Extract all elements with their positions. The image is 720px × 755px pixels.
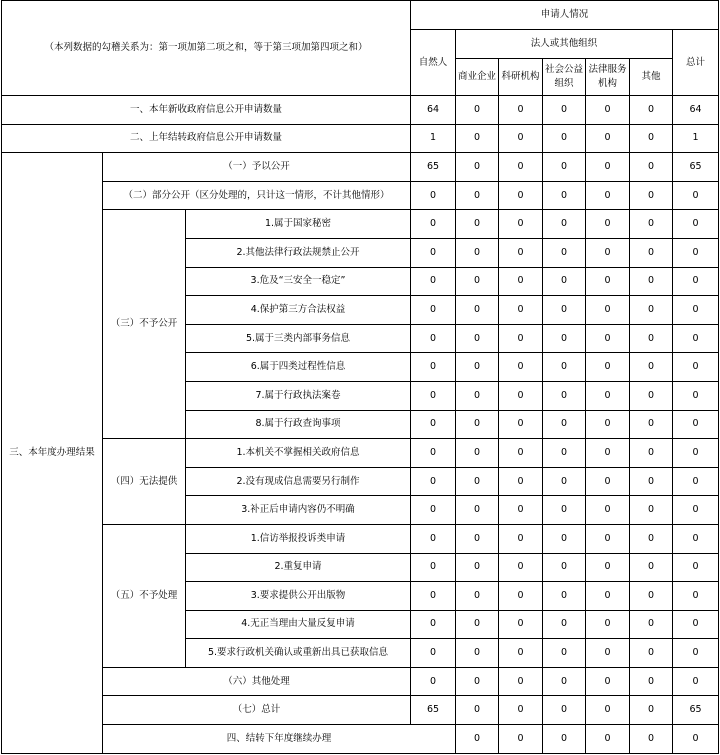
cell-value: 0 (586, 153, 630, 182)
cell-value: 0 (586, 610, 630, 639)
cell-value: 0 (499, 410, 543, 439)
applicant-header: 申请人情况 (411, 1, 719, 30)
cell-value: 0 (630, 96, 673, 125)
table-row (2, 210, 719, 239)
table-row (2, 696, 719, 725)
cell-value: 1 (673, 124, 719, 153)
cell-value: 0 (586, 553, 630, 582)
cell-value: 0 (411, 667, 456, 696)
cell-value: 0 (499, 725, 543, 754)
cell-value: 0 (411, 353, 456, 382)
cell-value: 0 (543, 96, 586, 125)
cell-value: 0 (499, 381, 543, 410)
cell-value: 0 (411, 639, 456, 668)
cell-value: 0 (411, 610, 456, 639)
cell-value: 64 (673, 96, 719, 125)
sub-header: 法律服务机构 (586, 59, 630, 96)
group-label-not-processed: （五）不予处理 (103, 524, 186, 667)
cell-value: 0 (630, 610, 673, 639)
cell-value: 0 (499, 524, 543, 553)
row-label: 2.重复申请 (186, 553, 411, 582)
cell-value: 0 (586, 124, 630, 153)
cell-value: 0 (499, 124, 543, 153)
row-label: （七）总计 (103, 696, 411, 725)
cell-value: 65 (673, 696, 719, 725)
cell-value: 0 (630, 296, 673, 325)
cell-value: 0 (586, 467, 630, 496)
cell-value: 0 (411, 324, 456, 353)
cell-value: 0 (499, 210, 543, 239)
cell-value: 0 (630, 696, 673, 725)
cell-value: 0 (586, 181, 630, 210)
table-row (2, 439, 719, 468)
cell-value: 0 (673, 582, 719, 611)
row-label: 7.属于行政执法案卷 (186, 381, 411, 410)
cell-value: 0 (586, 725, 630, 754)
cell-value: 0 (630, 353, 673, 382)
cell-value: 0 (456, 639, 499, 668)
cell-value: 0 (630, 153, 673, 182)
cell-value: 0 (673, 210, 719, 239)
cell-value: 0 (499, 667, 543, 696)
cell-value: 0 (411, 238, 456, 267)
cell-value: 0 (411, 439, 456, 468)
cell-value: 0 (499, 610, 543, 639)
table-row (2, 124, 719, 153)
cell-value: 0 (586, 639, 630, 668)
row-label: 6.属于四类过程性信息 (186, 353, 411, 382)
cell-value: 0 (456, 524, 499, 553)
cell-value: 0 (586, 496, 630, 525)
cell-value: 0 (411, 181, 456, 210)
cell-value: 0 (630, 725, 673, 754)
cell-value: 0 (630, 267, 673, 296)
cell-value: 0 (673, 639, 719, 668)
cell-value: 0 (543, 267, 586, 296)
cell-value: 0 (630, 238, 673, 267)
cell-value: 0 (630, 410, 673, 439)
row-label: 二、上年结转政府信息公开申请数量 (2, 124, 411, 153)
cell-value: 0 (499, 467, 543, 496)
cell-value: 0 (586, 353, 630, 382)
cell-value: 0 (499, 553, 543, 582)
cell-value: 0 (586, 324, 630, 353)
cell-value: 0 (411, 210, 456, 239)
table-row (2, 725, 719, 754)
cell-value: 0 (586, 439, 630, 468)
cell-value: 0 (499, 267, 543, 296)
cell-value: 0 (499, 296, 543, 325)
legal-group-header: 法人或其他组织 (456, 30, 673, 59)
cell-value: 0 (673, 467, 719, 496)
cell-value: 1 (411, 124, 456, 153)
cell-value: 0 (543, 210, 586, 239)
cell-value: 0 (411, 267, 456, 296)
cell-value: 0 (411, 467, 456, 496)
cell-value: 0 (543, 725, 586, 754)
cell-value: 0 (586, 410, 630, 439)
cell-value: 0 (456, 610, 499, 639)
row-label: 1.本机关不掌握相关政府信息 (186, 439, 411, 468)
cell-value: 0 (586, 96, 630, 125)
table-row (2, 667, 719, 696)
table-row (2, 181, 719, 210)
cell-value: 0 (630, 667, 673, 696)
cell-value: 0 (543, 410, 586, 439)
cell-value: 0 (630, 496, 673, 525)
cell-value: 0 (456, 381, 499, 410)
cell-value: 0 (630, 210, 673, 239)
cell-value: 0 (456, 410, 499, 439)
cell-value: 0 (673, 181, 719, 210)
cell-value: 0 (543, 153, 586, 182)
cell-value: 0 (456, 124, 499, 153)
sub-header: 科研机构 (499, 59, 543, 96)
cell-value: 0 (456, 238, 499, 267)
cell-value: 0 (456, 296, 499, 325)
cell-value: 0 (543, 238, 586, 267)
sub-header: 其他 (630, 59, 673, 96)
cell-value: 0 (411, 410, 456, 439)
cell-value: 0 (586, 524, 630, 553)
cell-value: 0 (586, 296, 630, 325)
cell-value: 0 (673, 381, 719, 410)
cell-value: 0 (499, 96, 543, 125)
row-label: （六）其他处理 (103, 667, 411, 696)
cell-value: 0 (499, 181, 543, 210)
cell-value: 0 (543, 324, 586, 353)
cell-value: 0 (586, 582, 630, 611)
row-label: 5.属于三类内部事务信息 (186, 324, 411, 353)
cell-value: 0 (543, 524, 586, 553)
cell-value: 0 (630, 639, 673, 668)
cell-value: 0 (411, 582, 456, 611)
group-label-withheld: （三）不予公开 (103, 210, 186, 439)
cell-value: 0 (673, 324, 719, 353)
cell-value: 0 (456, 582, 499, 611)
cell-value: 0 (630, 553, 673, 582)
cell-value: 0 (543, 582, 586, 611)
cell-value: 0 (499, 696, 543, 725)
cell-value: 0 (543, 124, 586, 153)
cell-value: 0 (456, 324, 499, 353)
table-row (2, 153, 719, 182)
cell-value: 0 (499, 353, 543, 382)
cell-value: 0 (673, 410, 719, 439)
row-label: 3.要求提供公开出版物 (186, 582, 411, 611)
cell-value: 64 (411, 96, 456, 125)
row-label: 四、结转下年度继续办理 (103, 725, 456, 754)
row-label: 1.信访举报投诉类申请 (186, 524, 411, 553)
cell-value: 0 (586, 267, 630, 296)
cell-value: 0 (499, 439, 543, 468)
cell-value: 0 (673, 439, 719, 468)
cell-value: 0 (456, 353, 499, 382)
cell-value: 0 (499, 238, 543, 267)
cell-value: 0 (630, 467, 673, 496)
row-label: 4.保护第三方合法权益 (186, 296, 411, 325)
row-label: （二）部分公开（区分处理的，只计这一情形，不计其他情形） (103, 181, 411, 210)
row-label: 一、本年新收政府信息公开申请数量 (2, 96, 411, 125)
table-row (2, 96, 719, 125)
row-label: 4.无正当理由大量反复申请 (186, 610, 411, 639)
row-label: 1.属于国家秘密 (186, 210, 411, 239)
cell-value: 0 (673, 496, 719, 525)
cell-value: 65 (411, 153, 456, 182)
cell-value: 0 (586, 696, 630, 725)
cell-value: 0 (630, 324, 673, 353)
cell-value: 0 (673, 725, 719, 754)
cell-value: 0 (630, 582, 673, 611)
row-label: 3.补正后申请内容仍不明确 (186, 496, 411, 525)
cell-value: 0 (586, 381, 630, 410)
cell-value: 0 (673, 524, 719, 553)
cell-value: 0 (411, 381, 456, 410)
cell-value: 0 (543, 667, 586, 696)
cell-value: 65 (411, 696, 456, 725)
cell-value: 0 (456, 667, 499, 696)
cell-value: 0 (630, 124, 673, 153)
cell-value: 0 (543, 381, 586, 410)
total-header: 总计 (673, 30, 719, 96)
cell-value: 0 (673, 353, 719, 382)
row-label: 5.要求行政机关确认或重新出具已获取信息 (186, 639, 411, 668)
cell-value: 0 (673, 238, 719, 267)
cell-value: 0 (411, 296, 456, 325)
cell-value: 0 (673, 553, 719, 582)
cell-value: 0 (586, 238, 630, 267)
cell-value: 0 (456, 153, 499, 182)
cell-value: 0 (456, 553, 499, 582)
cell-value: 0 (411, 553, 456, 582)
cell-value: 0 (586, 210, 630, 239)
cell-value: 0 (456, 267, 499, 296)
row-label: 2.没有现成信息需要另行制作 (186, 467, 411, 496)
cell-value: 0 (456, 496, 499, 525)
table-row (2, 524, 719, 553)
cell-value: 0 (543, 353, 586, 382)
cell-value: 0 (673, 267, 719, 296)
cell-value: 0 (673, 296, 719, 325)
cell-value: 0 (543, 553, 586, 582)
cell-value: 0 (543, 439, 586, 468)
cell-value: 0 (499, 496, 543, 525)
row-label: 8.属于行政查询事项 (186, 410, 411, 439)
application-stats-table (1, 0, 719, 754)
cell-value: 0 (673, 667, 719, 696)
cell-value: 0 (456, 725, 499, 754)
cell-value: 0 (630, 181, 673, 210)
cell-value: 0 (543, 610, 586, 639)
cell-value: 0 (499, 324, 543, 353)
cell-value: 0 (543, 181, 586, 210)
cell-value: 65 (673, 153, 719, 182)
cell-value: 0 (456, 439, 499, 468)
cell-value: 0 (456, 696, 499, 725)
row-label: 3.危及“三安全一稳定” (186, 267, 411, 296)
cell-value: 0 (456, 210, 499, 239)
row-label: 2.其他法律行政法规禁止公开 (186, 238, 411, 267)
row-label: （一）予以公开 (103, 153, 411, 182)
cell-value: 0 (543, 467, 586, 496)
cell-value: 0 (456, 96, 499, 125)
cell-value: 0 (543, 496, 586, 525)
natural-person-header: 自然人 (411, 30, 456, 96)
cell-value: 0 (630, 439, 673, 468)
cell-value: 0 (499, 582, 543, 611)
cell-value: 0 (630, 381, 673, 410)
cell-value: 0 (630, 524, 673, 553)
cell-value: 0 (673, 610, 719, 639)
sub-header: 社会公益组织 (543, 59, 586, 96)
cell-value: 0 (499, 153, 543, 182)
table-note: （本列数据的勾稽关系为：第一项加第二项之和，等于第三项加第四项之和） (2, 1, 411, 96)
cell-value: 0 (586, 667, 630, 696)
cell-value: 0 (456, 181, 499, 210)
cell-value: 0 (411, 524, 456, 553)
cell-value: 0 (499, 639, 543, 668)
group-label-unavailable: （四）无法提供 (103, 439, 186, 525)
cell-value: 0 (543, 639, 586, 668)
sub-header: 商业企业 (456, 59, 499, 96)
cell-value: 0 (543, 296, 586, 325)
section-label-results: 三、本年度办理结果 (2, 153, 103, 753)
cell-value: 0 (411, 496, 456, 525)
cell-value: 0 (543, 696, 586, 725)
cell-value: 0 (456, 467, 499, 496)
